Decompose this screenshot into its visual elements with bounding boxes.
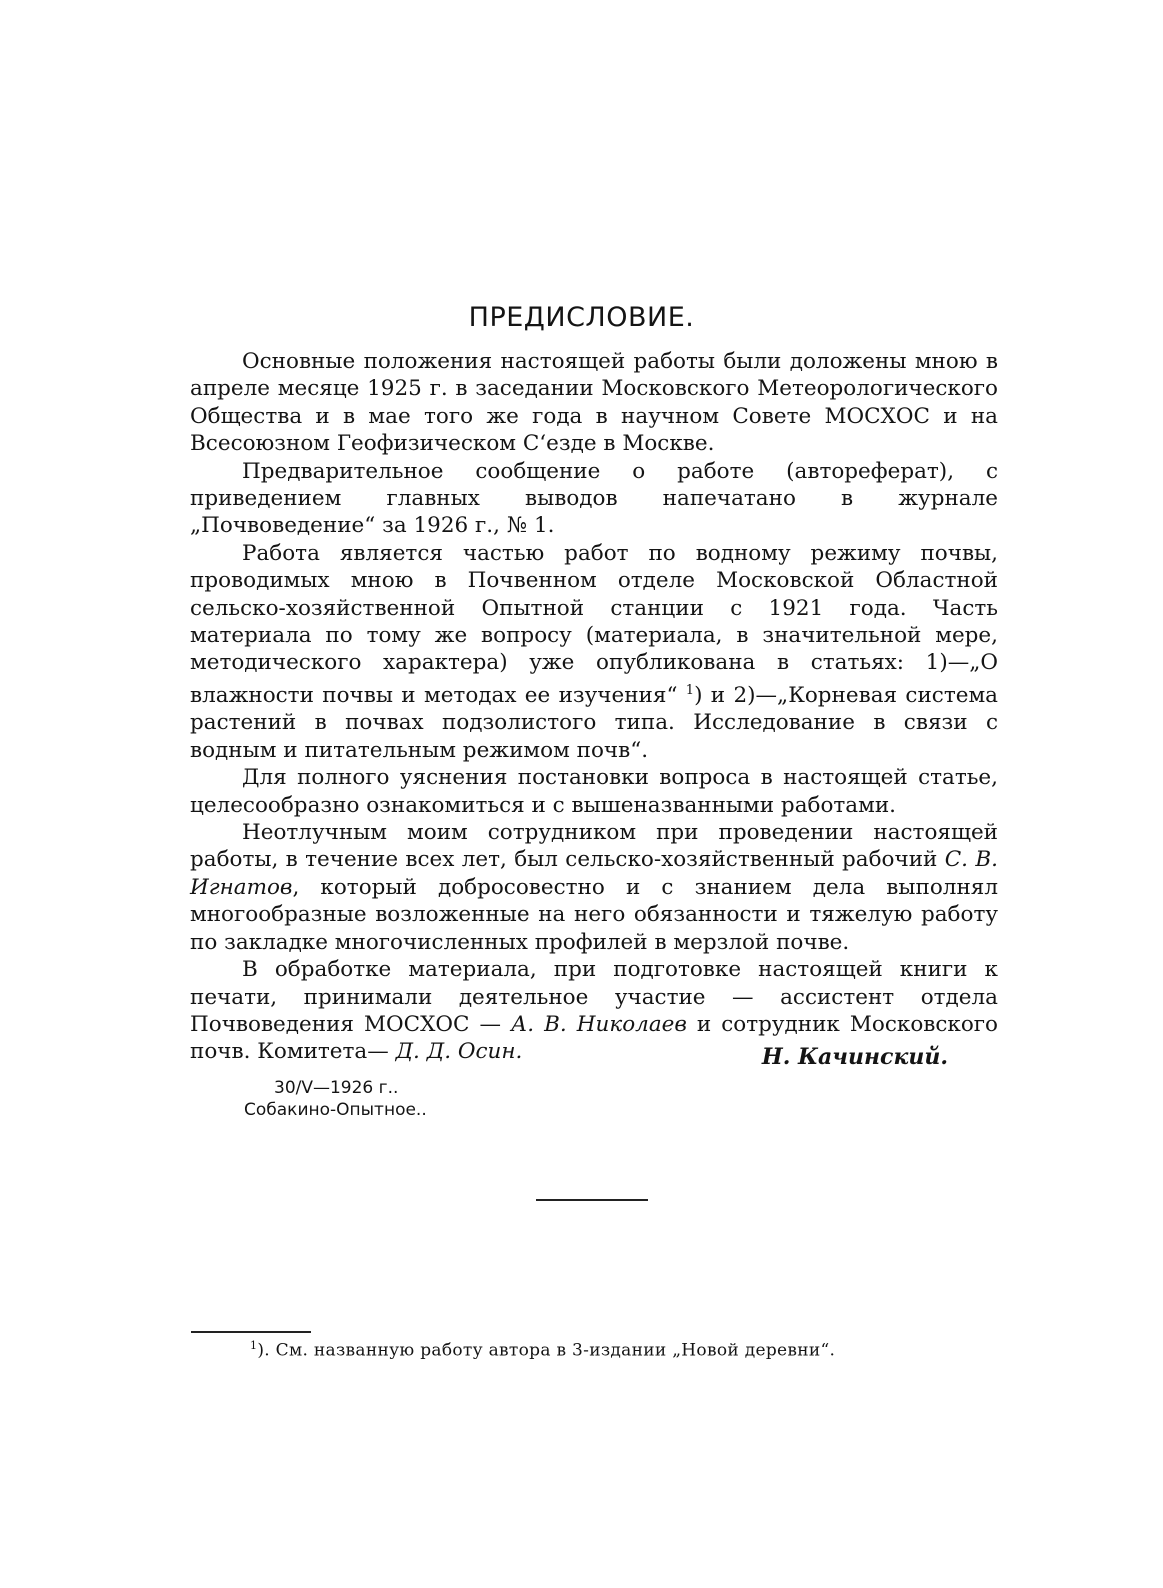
person-name-nikolaev: А. В. Николаев <box>510 1011 687 1037</box>
place-line: Собакино-Опытное.. <box>244 1100 427 1120</box>
paragraph-6-text-a: В обработке материала, при подготовке настоящей книги к печати, принимали деятельное участие — ассистент отдела Почвоведения МОСХОС — <box>190 957 998 1037</box>
footnote-text: ). См. названную работу автора в 3-издании „Новой деревни“. <box>257 1340 836 1361</box>
preface-body <box>190 348 998 1066</box>
paragraph-4: Для полного уяснения постановки вопроса в настоящей статье, целесообразно ознакомиться и с вышеназванными работами. <box>190 765 998 818</box>
date-place-block <box>244 1077 427 1121</box>
date-line: 30/V—1926 г.. <box>274 1078 399 1098</box>
footnote-mark: 1 <box>250 1339 258 1352</box>
footnote <box>250 1339 835 1361</box>
footnote-reference-mark: 1 <box>685 682 695 698</box>
page-title: ПРЕДИСЛОВИЕ. <box>468 302 695 333</box>
paragraph-3-text-b: ) и 2)—„Корневая система растений в почвах подзолистого типа. Исследование в связи с водным и питательным режимом почв“. <box>190 683 998 763</box>
paragraph-5 <box>190 819 998 956</box>
paragraph-5-text-b: , который добросовестно и с знанием дела выполнял многообразные возложенные на него обязанности и тяжелую работу по закладке многочисленных профилей в мерзлой почве. <box>190 874 998 955</box>
paragraph-6-text-b: и сотрудник Московского почв. Комитета— <box>190 1011 999 1065</box>
paragraph-3-text-a: Работа является частью работ по водному режиму почвы, проводимых мною в Почвенном отделе Московской Областной сельско-хозяйственной Опытной станции с 1921 года. Часть материала по тому же вопросу (материала, в значительной мере, методического характера) уже опубликована в статьях: 1)—„О влажности почвы и методах ее изучения“ <box>190 540 998 709</box>
section-divider <box>536 1199 648 1201</box>
paragraph-2: Предварительное сообщение о работе (автореферат), с приведением главных выводов напечатано в журнале „Почвоведение“ за 1926 г., № 1. <box>190 458 998 539</box>
paragraph-1: Основные положения настоящей работы были доложены мною в апреле месяце 1925 г. в заседании Московского Метеорологического Общества и в мае того же года в научном Совете МОСХОС и на Всесоюзном Геофизическом С‘езде в Москве. <box>190 349 998 457</box>
person-name-osin: Д. Д. Осин. <box>395 1039 523 1065</box>
person-name-ignatov: С. В. Игнатов <box>190 847 998 900</box>
paragraph-5-text-a: Неотлучным моим сотрудником при проведении настоящей работы, в течение всех лет, был сельско-хозяйственный рабочий <box>190 820 998 873</box>
paragraph-3 <box>190 540 998 764</box>
author-signature: Н. Качинский. <box>761 1044 948 1070</box>
footnote-divider <box>191 1331 311 1333</box>
